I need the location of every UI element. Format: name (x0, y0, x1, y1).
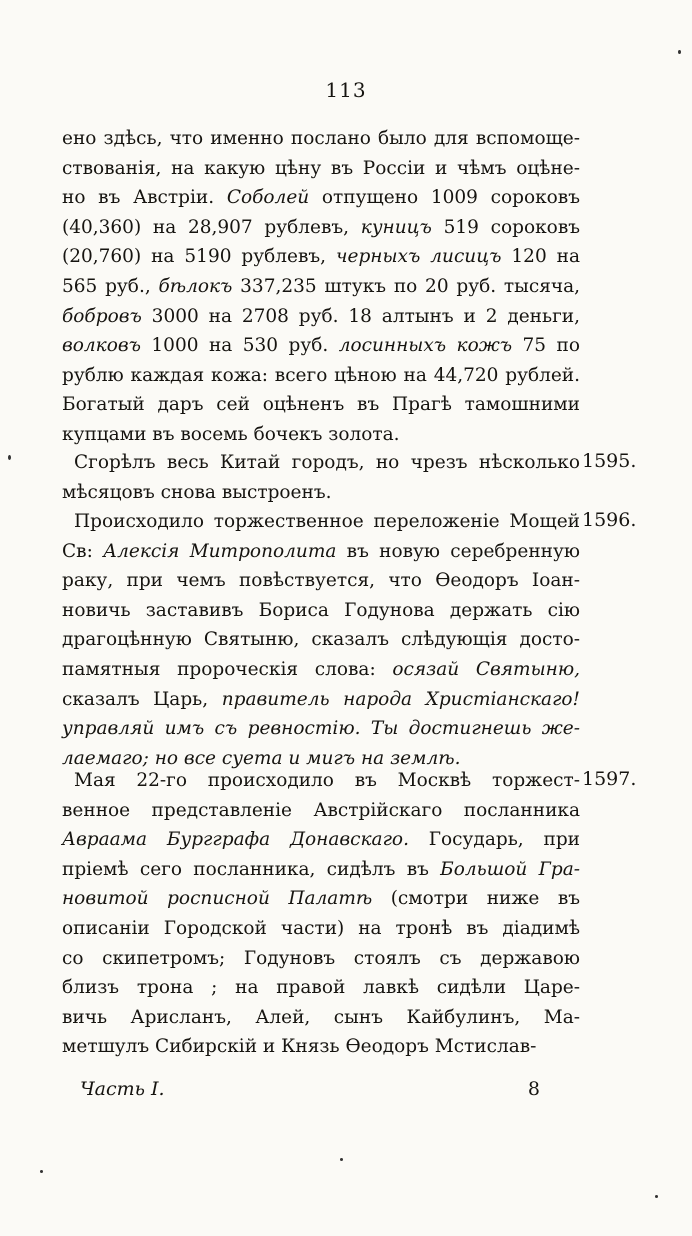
italic-run: лосинныхъ кожъ (338, 335, 513, 357)
margin-year: 1597. (582, 768, 637, 790)
text-line (62, 331, 580, 361)
text-run: 3000 на 2708 руб. 18 алтынъ и 2 деньги, (141, 305, 580, 327)
text-line (62, 825, 580, 855)
text-run: венное представленіе Австрійскаго посланника (62, 799, 580, 821)
text-line (62, 1032, 580, 1062)
text-run: метшулъ Сибирскій и Князь Ѳеодоръ Мстислав- (62, 1036, 537, 1058)
text-run: 519 сороковъ (431, 216, 580, 238)
text-run: 337,235 штукъ по 20 руб. тысяча, (232, 275, 580, 297)
text-run: въ новую серебренную (336, 540, 580, 562)
text-line (62, 478, 580, 508)
paragraph (62, 448, 580, 507)
text-run: (40,360) на 28,907 рублевъ, (62, 216, 361, 238)
text-run: вичь Арисланъ, Алей, сынъ Кайбулинъ, Ма- (62, 1006, 580, 1028)
text-line (62, 973, 580, 1003)
text-run: ствованія, на какую цѣну въ Россіи и чѣмъ оцѣне- (62, 157, 580, 179)
text-run: со скипетромъ; Годуновъ стоялъ съ державою (62, 947, 580, 969)
text-run: Мая 22-го происходило въ Москвѣ торжест- (74, 770, 580, 791)
paragraph (62, 124, 580, 450)
text-run: Происходило торжественное переложеніе Мощей (74, 511, 580, 532)
italic-run: правитель народа Христіанскаго! (221, 688, 580, 710)
text-run: Богатый даръ сей оцѣненъ въ Прагѣ тамошними (62, 394, 580, 416)
text-line (62, 390, 580, 420)
text-line (62, 272, 580, 302)
text-line (62, 685, 580, 715)
text-run: 75 по (512, 335, 580, 357)
print-speck (340, 1158, 343, 1161)
text-run: мѣсяцовъ снова выстроенъ. (62, 481, 332, 503)
text-run: памятныя пророческія слова: (62, 658, 393, 680)
text-line (62, 1003, 580, 1033)
paragraph (62, 766, 580, 1062)
text-run: купцами въ восемь бочекъ золота. (62, 423, 400, 445)
text-run: Сгорѣлъ весь Китай городъ, но чрезъ нѣсколько (74, 452, 580, 473)
print-speck (678, 50, 681, 54)
text-run: драгоцѣнную Святыню, сказалъ слѣдующія достo- (62, 629, 580, 651)
text-line (62, 914, 580, 944)
italic-run: куницъ (360, 216, 432, 238)
italic-run: черныхъ лисицъ (336, 246, 502, 268)
text-run: ено здѣсь, что именно послано было для вспомоще- (62, 128, 580, 149)
text-run: отпущено 1009 сороковъ (309, 187, 580, 209)
text-run: 565 руб., (62, 275, 159, 297)
text-line (62, 537, 580, 567)
volume-signature: Часть I. (80, 1078, 165, 1100)
text-run: пріемѣ сего посланника, сидѣлъ въ (62, 858, 441, 880)
text-line (62, 944, 580, 974)
text-line (62, 796, 580, 826)
text-line (62, 507, 580, 537)
text-line (62, 884, 580, 914)
text-line (62, 183, 580, 213)
text-run: рублю каждая кожа: всего цѣною на 44,720 рублей. (62, 364, 580, 386)
text-line (62, 655, 580, 685)
text-run: (смотри ниже въ (372, 888, 580, 910)
print-speck (655, 1195, 658, 1198)
italic-run: осязай Святыню, (392, 658, 580, 680)
text-line (62, 154, 580, 184)
italic-run: управляй имъ съ ревностію. Ты достигнешь же- (62, 718, 580, 740)
text-run: но въ Австріи. (62, 187, 227, 209)
text-line (62, 420, 580, 450)
italic-run: лаемаго; но все суета и мигъ на землѣ. (62, 747, 461, 769)
italic-run: бобровъ (62, 305, 142, 327)
italic-run: Соболей (226, 187, 310, 209)
text-line (62, 855, 580, 885)
text-run: близъ трона ; на правой лавкѣ сидѣли Царе- (62, 977, 580, 999)
text-run: раку, при чемъ повѣствуется, что Ѳеодоръ Іоан- (62, 570, 580, 592)
text-line (62, 625, 580, 655)
text-line (62, 242, 580, 272)
italic-run: Алексія Митрополита (103, 540, 337, 562)
paragraph (62, 507, 580, 773)
margin-year: 1595. (582, 450, 637, 472)
italic-run: бѣлокъ (158, 275, 233, 297)
text-line (62, 766, 580, 796)
italic-run: новитой росписной Палатѣ (62, 888, 373, 910)
sheet-signature: 8 (527, 1078, 540, 1100)
text-run: 120 на (501, 246, 581, 268)
text-line (62, 566, 580, 596)
text-line (62, 302, 580, 332)
print-speck (8, 455, 11, 460)
text-run: Св: (62, 540, 104, 562)
text-line (62, 714, 580, 744)
text-line (62, 448, 580, 478)
text-run: Государь, при (408, 829, 580, 851)
text-line (62, 124, 580, 154)
text-run: 1000 на 530 руб. (140, 335, 339, 357)
print-speck (40, 1170, 43, 1173)
text-line (62, 361, 580, 391)
text-run: сказалъ Царь, (62, 688, 222, 710)
text-line (62, 213, 580, 243)
text-run: (20,760) на 5190 рублевъ, (62, 246, 336, 268)
italic-run: Большой Гра- (440, 858, 580, 880)
margin-year: 1596. (582, 509, 637, 531)
text-line (62, 596, 580, 626)
text-run: описаніи Городской части) на тронѣ въ діадимѣ (62, 917, 580, 939)
page-number: 113 (325, 78, 367, 102)
text-run: новичь заставивъ Бориса Годунова держать сію (62, 599, 580, 621)
italic-run: Авраама Бургграфа Донавскаго. (62, 829, 409, 851)
italic-run: волковъ (62, 335, 141, 357)
